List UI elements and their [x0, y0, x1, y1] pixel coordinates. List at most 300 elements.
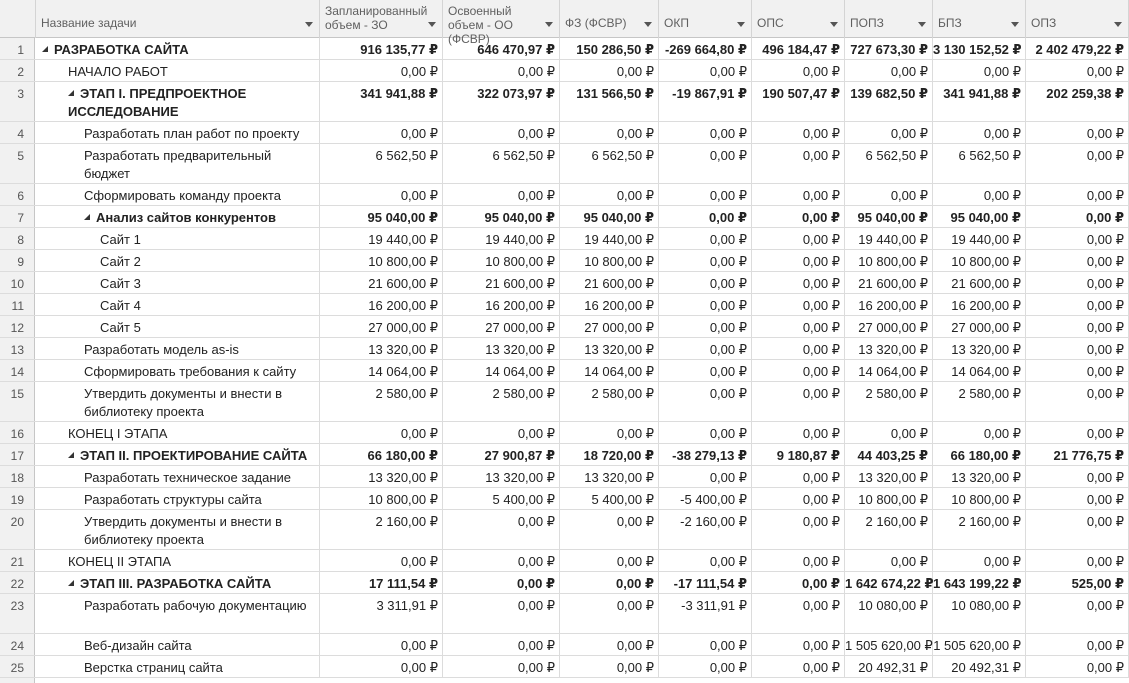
value-cell-opz[interactable]: 0,00 ₽ [1026, 272, 1129, 293]
value-cell-opz[interactable]: 0,00 ₽ [1026, 122, 1129, 143]
value-cell-zo[interactable]: 2 580,00 ₽ [320, 382, 443, 421]
column-header-popz[interactable] [845, 0, 933, 38]
value-cell-bpz[interactable]: 10 800,00 ₽ [933, 250, 1026, 271]
row-number[interactable]: 15 [0, 382, 35, 421]
value-cell-oo[interactable]: 0,00 ₽ [443, 60, 560, 81]
task-name-cell[interactable] [36, 510, 320, 549]
task-name-cell[interactable] [36, 488, 320, 509]
column-header-zo[interactable] [320, 0, 443, 38]
value-cell-oo[interactable]: 95 040,00 ₽ [443, 206, 560, 227]
value-cell-opz[interactable]: 525,00 ₽ [1026, 572, 1129, 593]
value-cell-okp[interactable]: 0,00 ₽ [659, 250, 752, 271]
collapse-triangle-icon[interactable] [68, 580, 74, 586]
task-name-cell[interactable] [36, 338, 320, 359]
table-row[interactable] [0, 444, 1129, 466]
value-cell-fz[interactable]: 0,00 ₽ [560, 572, 659, 593]
table-row[interactable] [0, 60, 1129, 82]
value-cell-fz[interactable]: 0,00 ₽ [560, 422, 659, 443]
value-cell-fz[interactable]: 5 400,00 ₽ [560, 488, 659, 509]
value-cell-popz[interactable]: 19 440,00 ₽ [845, 228, 933, 249]
collapse-triangle-icon[interactable] [68, 90, 74, 96]
row-number[interactable]: 11 [0, 294, 35, 315]
value-cell-okp[interactable]: -38 279,13 ₽ [659, 444, 752, 465]
value-cell-zo[interactable]: 17 111,54 ₽ [320, 572, 443, 593]
value-cell-ops[interactable]: 190 507,47 ₽ [752, 82, 845, 121]
value-cell-popz[interactable]: 0,00 ₽ [845, 122, 933, 143]
value-cell-opz[interactable]: 0,00 ₽ [1026, 594, 1129, 633]
value-cell-ops[interactable]: 0,00 ₽ [752, 594, 845, 633]
table-row[interactable] [0, 144, 1129, 184]
column-header-opz[interactable] [1026, 0, 1129, 38]
row-number[interactable]: 9 [0, 250, 35, 271]
value-cell-zo[interactable]: 0,00 ₽ [320, 184, 443, 205]
value-cell-fz[interactable]: 21 600,00 ₽ [560, 272, 659, 293]
filter-dropdown-icon[interactable] [918, 22, 926, 27]
value-cell-okp[interactable]: 0,00 ₽ [659, 316, 752, 337]
value-cell-ops[interactable]: 0,00 ₽ [752, 272, 845, 293]
table-row[interactable] [0, 82, 1129, 122]
collapse-triangle-icon[interactable] [42, 46, 48, 52]
value-cell-oo[interactable]: 13 320,00 ₽ [443, 466, 560, 487]
value-cell-opz[interactable]: 0,00 ₽ [1026, 360, 1129, 381]
filter-dropdown-icon[interactable] [1114, 22, 1122, 27]
value-cell-popz[interactable]: 13 320,00 ₽ [845, 466, 933, 487]
task-name-cell[interactable] [36, 550, 320, 571]
row-number[interactable]: 5 [0, 144, 35, 183]
task-name-cell[interactable] [36, 228, 320, 249]
task-name-cell[interactable] [36, 82, 320, 121]
value-cell-oo[interactable]: 10 800,00 ₽ [443, 250, 560, 271]
task-name-cell[interactable] [36, 656, 320, 677]
value-cell-popz[interactable]: 10 800,00 ₽ [845, 488, 933, 509]
row-number[interactable]: 24 [0, 634, 35, 655]
table-row[interactable] [0, 634, 1129, 656]
value-cell-fz[interactable]: 0,00 ₽ [560, 60, 659, 81]
task-name-cell[interactable] [36, 572, 320, 593]
value-cell-okp[interactable]: -17 111,54 ₽ [659, 572, 752, 593]
value-cell-ops[interactable]: 0,00 ₽ [752, 550, 845, 571]
value-cell-fz[interactable]: 16 200,00 ₽ [560, 294, 659, 315]
value-cell-bpz[interactable]: 66 180,00 ₽ [933, 444, 1026, 465]
value-cell-popz[interactable]: 95 040,00 ₽ [845, 206, 933, 227]
value-cell-okp[interactable]: 0,00 ₽ [659, 144, 752, 183]
value-cell-okp[interactable]: -269 664,80 ₽ [659, 38, 752, 59]
value-cell-ops[interactable]: 0,00 ₽ [752, 382, 845, 421]
value-cell-zo[interactable]: 0,00 ₽ [320, 656, 443, 677]
row-number[interactable]: 21 [0, 550, 35, 571]
value-cell-opz[interactable]: 0,00 ₽ [1026, 206, 1129, 227]
value-cell-oo[interactable]: 0,00 ₽ [443, 594, 560, 633]
value-cell-opz[interactable]: 21 776,75 ₽ [1026, 444, 1129, 465]
value-cell-ops[interactable]: 0,00 ₽ [752, 338, 845, 359]
column-header-bpz[interactable] [933, 0, 1026, 38]
value-cell-okp[interactable]: 0,00 ₽ [659, 294, 752, 315]
value-cell-zo[interactable]: 0,00 ₽ [320, 60, 443, 81]
value-cell-bpz[interactable]: 0,00 ₽ [933, 184, 1026, 205]
value-cell-opz[interactable]: 0,00 ₽ [1026, 656, 1129, 677]
value-cell-okp[interactable]: -5 400,00 ₽ [659, 488, 752, 509]
value-cell-bpz[interactable]: 2 580,00 ₽ [933, 382, 1026, 421]
value-cell-zo[interactable]: 2 160,00 ₽ [320, 510, 443, 549]
column-header-fz[interactable] [560, 0, 659, 38]
table-row[interactable] [0, 550, 1129, 572]
task-name-cell[interactable] [36, 60, 320, 81]
value-cell-ops[interactable]: 0,00 ₽ [752, 360, 845, 381]
value-cell-okp[interactable]: 0,00 ₽ [659, 122, 752, 143]
value-cell-fz[interactable]: 6 562,50 ₽ [560, 144, 659, 183]
value-cell-opz[interactable]: 0,00 ₽ [1026, 634, 1129, 655]
value-cell-popz[interactable]: 44 403,25 ₽ [845, 444, 933, 465]
value-cell-ops[interactable]: 0,00 ₽ [752, 184, 845, 205]
value-cell-popz[interactable]: 27 000,00 ₽ [845, 316, 933, 337]
value-cell-popz[interactable]: 1 642 674,22 ₽ [845, 572, 933, 593]
value-cell-zo[interactable]: 13 320,00 ₽ [320, 338, 443, 359]
value-cell-zo[interactable]: 3 311,91 ₽ [320, 594, 443, 633]
value-cell-zo[interactable]: 16 200,00 ₽ [320, 294, 443, 315]
row-number[interactable]: 2 [0, 60, 35, 81]
row-number[interactable]: 3 [0, 82, 35, 121]
value-cell-okp[interactable]: -19 867,91 ₽ [659, 82, 752, 121]
value-cell-fz[interactable]: 0,00 ₽ [560, 510, 659, 549]
value-cell-okp[interactable]: 0,00 ₽ [659, 60, 752, 81]
filter-dropdown-icon[interactable] [305, 22, 313, 27]
value-cell-zo[interactable]: 95 040,00 ₽ [320, 206, 443, 227]
value-cell-opz[interactable]: 0,00 ₽ [1026, 184, 1129, 205]
column-header-name[interactable] [36, 0, 320, 38]
table-row[interactable] [0, 360, 1129, 382]
value-cell-zo[interactable]: 0,00 ₽ [320, 422, 443, 443]
value-cell-popz[interactable]: 0,00 ₽ [845, 422, 933, 443]
value-cell-popz[interactable]: 21 600,00 ₽ [845, 272, 933, 293]
value-cell-zo[interactable]: 341 941,88 ₽ [320, 82, 443, 121]
value-cell-ops[interactable]: 0,00 ₽ [752, 510, 845, 549]
table-row[interactable] [0, 316, 1129, 338]
value-cell-bpz[interactable]: 95 040,00 ₽ [933, 206, 1026, 227]
value-cell-zo[interactable]: 0,00 ₽ [320, 634, 443, 655]
table-row[interactable] [0, 184, 1129, 206]
value-cell-popz[interactable]: 0,00 ₽ [845, 550, 933, 571]
value-cell-oo[interactable]: 0,00 ₽ [443, 634, 560, 655]
table-row[interactable] [0, 250, 1129, 272]
value-cell-bpz[interactable]: 3 130 152,52 ₽ [933, 38, 1026, 59]
row-number[interactable]: 18 [0, 466, 35, 487]
value-cell-popz[interactable]: 13 320,00 ₽ [845, 338, 933, 359]
value-cell-bpz[interactable]: 20 492,31 ₽ [933, 656, 1026, 677]
value-cell-oo[interactable]: 646 470,97 ₽ [443, 38, 560, 59]
column-header-oo[interactable] [443, 0, 560, 46]
value-cell-popz[interactable]: 10 800,00 ₽ [845, 250, 933, 271]
value-cell-fz[interactable]: 19 440,00 ₽ [560, 228, 659, 249]
row-number[interactable]: 22 [0, 572, 35, 593]
value-cell-opz[interactable]: 0,00 ₽ [1026, 488, 1129, 509]
select-all-corner[interactable] [0, 0, 36, 38]
value-cell-opz[interactable]: 0,00 ₽ [1026, 144, 1129, 183]
value-cell-zo[interactable]: 0,00 ₽ [320, 550, 443, 571]
task-name-cell[interactable] [36, 634, 320, 655]
value-cell-zo[interactable]: 916 135,77 ₽ [320, 38, 443, 59]
value-cell-okp[interactable]: 0,00 ₽ [659, 184, 752, 205]
value-cell-ops[interactable]: 0,00 ₽ [752, 122, 845, 143]
filter-dropdown-icon[interactable] [545, 22, 553, 27]
filter-dropdown-icon[interactable] [737, 22, 745, 27]
task-name-cell[interactable] [36, 294, 320, 315]
task-name-cell[interactable] [36, 272, 320, 293]
value-cell-ops[interactable]: 0,00 ₽ [752, 250, 845, 271]
value-cell-fz[interactable]: 0,00 ₽ [560, 634, 659, 655]
value-cell-opz[interactable]: 0,00 ₽ [1026, 422, 1129, 443]
row-number[interactable]: 6 [0, 184, 35, 205]
table-row[interactable] [0, 294, 1129, 316]
task-name: Сайт 5 [100, 320, 141, 335]
value-cell-ops[interactable]: 0,00 ₽ [752, 60, 845, 81]
value-cell-fz[interactable]: 27 000,00 ₽ [560, 316, 659, 337]
value-cell-popz[interactable]: 16 200,00 ₽ [845, 294, 933, 315]
table-row[interactable] [0, 228, 1129, 250]
value-cell-okp[interactable]: 0,00 ₽ [659, 550, 752, 571]
value-cell-oo[interactable]: 5 400,00 ₽ [443, 488, 560, 509]
table-row[interactable] [0, 572, 1129, 594]
task-name-cell[interactable] [36, 422, 320, 443]
value-cell-popz[interactable]: 14 064,00 ₽ [845, 360, 933, 381]
value-cell-ops[interactable]: 496 184,47 ₽ [752, 38, 845, 59]
task-name-cell[interactable] [36, 316, 320, 337]
value-cell-ops[interactable]: 0,00 ₽ [752, 144, 845, 183]
task-name-cell[interactable] [36, 122, 320, 143]
value-cell-ops[interactable]: 0,00 ₽ [752, 206, 845, 227]
table-row[interactable] [0, 382, 1129, 422]
value-cell-opz[interactable]: 0,00 ₽ [1026, 466, 1129, 487]
value-cell-popz[interactable]: 6 562,50 ₽ [845, 144, 933, 183]
value-cell-oo[interactable]: 0,00 ₽ [443, 550, 560, 571]
value-cell-fz[interactable]: 0,00 ₽ [560, 122, 659, 143]
value-cell-fz[interactable]: 18 720,00 ₽ [560, 444, 659, 465]
value-cell-ops[interactable]: 9 180,87 ₽ [752, 444, 845, 465]
value-cell-okp[interactable]: 0,00 ₽ [659, 360, 752, 381]
value-cell-bpz[interactable]: 1 643 199,22 ₽ [933, 572, 1026, 593]
value-cell-oo[interactable]: 0,00 ₽ [443, 122, 560, 143]
collapse-triangle-icon[interactable] [84, 214, 90, 220]
value-cell-opz[interactable]: 0,00 ₽ [1026, 60, 1129, 81]
value-cell-okp[interactable]: 0,00 ₽ [659, 228, 752, 249]
value-cell-bpz[interactable]: 10 800,00 ₽ [933, 488, 1026, 509]
value-cell-oo[interactable]: 0,00 ₽ [443, 656, 560, 677]
value-cell-okp[interactable]: 0,00 ₽ [659, 382, 752, 421]
table-row[interactable] [0, 38, 1129, 60]
value-cell-okp[interactable]: 0,00 ₽ [659, 656, 752, 677]
task-name-cell[interactable] [36, 206, 320, 227]
value-cell-fz[interactable]: 150 286,50 ₽ [560, 38, 659, 59]
value-cell-oo[interactable]: 0,00 ₽ [443, 184, 560, 205]
value-cell-fz[interactable]: 13 320,00 ₽ [560, 466, 659, 487]
value-cell-popz[interactable]: 727 673,30 ₽ [845, 38, 933, 59]
value-cell-bpz[interactable]: 13 320,00 ₽ [933, 466, 1026, 487]
row-number[interactable]: 20 [0, 510, 35, 549]
row-number[interactable]: 14 [0, 360, 35, 381]
value-cell-ops[interactable]: 0,00 ₽ [752, 466, 845, 487]
row-number[interactable]: 25 [0, 656, 35, 677]
value-cell-okp[interactable]: 0,00 ₽ [659, 422, 752, 443]
task-name-cell[interactable] [36, 444, 320, 465]
value-cell-fz[interactable]: 0,00 ₽ [560, 550, 659, 571]
value-cell-zo[interactable]: 6 562,50 ₽ [320, 144, 443, 183]
task-name-cell[interactable] [36, 360, 320, 381]
value-cell-bpz[interactable]: 6 562,50 ₽ [933, 144, 1026, 183]
filter-dropdown-icon[interactable] [1011, 22, 1019, 27]
value-cell-bpz[interactable]: 0,00 ₽ [933, 550, 1026, 571]
task-name-cell[interactable] [36, 382, 320, 421]
value-cell-oo[interactable]: 0,00 ₽ [443, 422, 560, 443]
value-cell-oo[interactable]: 27 000,00 ₽ [443, 316, 560, 337]
value-cell-oo[interactable]: 21 600,00 ₽ [443, 272, 560, 293]
value-cell-fz[interactable]: 2 580,00 ₽ [560, 382, 659, 421]
value-cell-okp[interactable]: 0,00 ₽ [659, 272, 752, 293]
value-cell-opz[interactable]: 202 259,38 ₽ [1026, 82, 1129, 121]
value-cell-ops[interactable]: 0,00 ₽ [752, 294, 845, 315]
value-cell-zo[interactable]: 14 064,00 ₽ [320, 360, 443, 381]
value-cell-opz[interactable]: 0,00 ₽ [1026, 228, 1129, 249]
table-row[interactable] [0, 206, 1129, 228]
value-cell-ops[interactable]: 0,00 ₽ [752, 572, 845, 593]
row-number[interactable]: 13 [0, 338, 35, 359]
value-cell-opz[interactable]: 0,00 ₽ [1026, 294, 1129, 315]
value-cell-oo[interactable]: 16 200,00 ₽ [443, 294, 560, 315]
value-cell-oo[interactable]: 0,00 ₽ [443, 510, 560, 549]
row-number[interactable]: 7 [0, 206, 35, 227]
table-row[interactable] [0, 656, 1129, 678]
value-cell-zo[interactable]: 66 180,00 ₽ [320, 444, 443, 465]
value-cell-popz[interactable]: 20 492,31 ₽ [845, 656, 933, 677]
value-cell-ops[interactable]: 0,00 ₽ [752, 422, 845, 443]
value-cell-bpz[interactable]: 2 160,00 ₽ [933, 510, 1026, 549]
value-cell-fz[interactable]: 131 566,50 ₽ [560, 82, 659, 121]
value-cell-opz[interactable]: 0,00 ₽ [1026, 338, 1129, 359]
value-cell-ops[interactable]: 0,00 ₽ [752, 656, 845, 677]
value-cell-opz[interactable]: 0,00 ₽ [1026, 510, 1129, 549]
value-cell-popz[interactable]: 1 505 620,00 ₽ [845, 634, 933, 655]
task-name-cell[interactable] [36, 184, 320, 205]
value-cell-oo[interactable]: 6 562,50 ₽ [443, 144, 560, 183]
value-cell-fz[interactable]: 95 040,00 ₽ [560, 206, 659, 227]
value-cell-fz[interactable]: 14 064,00 ₽ [560, 360, 659, 381]
value-cell-popz[interactable]: 0,00 ₽ [845, 60, 933, 81]
value-cell-bpz[interactable]: 13 320,00 ₽ [933, 338, 1026, 359]
column-header-ops[interactable] [752, 0, 845, 38]
table-row[interactable] [0, 338, 1129, 360]
value-cell-zo[interactable]: 10 800,00 ₽ [320, 250, 443, 271]
value-cell-fz[interactable]: 10 800,00 ₽ [560, 250, 659, 271]
table-row[interactable] [0, 488, 1129, 510]
row-number[interactable]: 17 [0, 444, 35, 465]
value-cell-bpz[interactable]: 0,00 ₽ [933, 60, 1026, 81]
row-number[interactable]: 10 [0, 272, 35, 293]
value-cell-popz[interactable]: 2 160,00 ₽ [845, 510, 933, 549]
value-cell-bpz[interactable]: 341 941,88 ₽ [933, 82, 1026, 121]
table-row[interactable] [0, 510, 1129, 550]
value-cell-okp[interactable]: -3 311,91 ₽ [659, 594, 752, 633]
value-cell-popz[interactable]: 0,00 ₽ [845, 184, 933, 205]
value-cell-zo[interactable]: 10 800,00 ₽ [320, 488, 443, 509]
value-cell-zo[interactable]: 0,00 ₽ [320, 122, 443, 143]
table-row[interactable] [0, 594, 1129, 634]
value-cell-fz[interactable]: 0,00 ₽ [560, 594, 659, 633]
task-name-cell[interactable] [36, 144, 320, 183]
value-cell-bpz[interactable]: 1 505 620,00 ₽ [933, 634, 1026, 655]
value-cell-opz[interactable]: 2 402 479,22 ₽ [1026, 38, 1129, 59]
value-cell-bpz[interactable]: 21 600,00 ₽ [933, 272, 1026, 293]
table-row[interactable] [0, 122, 1129, 144]
row-number[interactable]: 8 [0, 228, 35, 249]
value-cell-bpz[interactable]: 0,00 ₽ [933, 122, 1026, 143]
filter-dropdown-icon[interactable] [428, 22, 436, 27]
value-cell-zo[interactable]: 19 440,00 ₽ [320, 228, 443, 249]
value-cell-oo[interactable]: 322 073,97 ₽ [443, 82, 560, 121]
task-name-cell[interactable] [36, 594, 320, 633]
value-cell-zo[interactable]: 13 320,00 ₽ [320, 466, 443, 487]
task-name-cell[interactable] [36, 250, 320, 271]
value-cell-bpz[interactable]: 14 064,00 ₽ [933, 360, 1026, 381]
table-row[interactable] [0, 422, 1129, 444]
value-cell-popz[interactable]: 2 580,00 ₽ [845, 382, 933, 421]
filter-dropdown-icon[interactable] [644, 22, 652, 27]
value-cell-bpz[interactable]: 16 200,00 ₽ [933, 294, 1026, 315]
row-number[interactable]: 12 [0, 316, 35, 337]
value-cell-okp[interactable]: 0,00 ₽ [659, 206, 752, 227]
value-cell-okp[interactable]: 0,00 ₽ [659, 338, 752, 359]
row-number[interactable]: 1 [0, 38, 35, 59]
table-row[interactable] [0, 272, 1129, 294]
value-cell-okp[interactable]: 0,00 ₽ [659, 634, 752, 655]
value-cell-okp[interactable]: -2 160,00 ₽ [659, 510, 752, 549]
value-cell-oo[interactable]: 13 320,00 ₽ [443, 338, 560, 359]
filter-dropdown-icon[interactable] [830, 22, 838, 27]
value-cell-ops[interactable]: 0,00 ₽ [752, 488, 845, 509]
value-cell-bpz[interactable]: 19 440,00 ₽ [933, 228, 1026, 249]
value-cell-oo[interactable]: 0,00 ₽ [443, 572, 560, 593]
value-cell-opz[interactable]: 0,00 ₽ [1026, 316, 1129, 337]
task-name-cell[interactable] [36, 466, 320, 487]
value-cell-bpz[interactable]: 0,00 ₽ [933, 422, 1026, 443]
value-cell-oo[interactable]: 19 440,00 ₽ [443, 228, 560, 249]
collapse-triangle-icon[interactable] [68, 452, 74, 458]
value-cell-bpz[interactable]: 27 000,00 ₽ [933, 316, 1026, 337]
value-cell-bpz[interactable]: 10 080,00 ₽ [933, 594, 1026, 633]
table-row[interactable] [0, 466, 1129, 488]
row-number[interactable]: 19 [0, 488, 35, 509]
value-cell-popz[interactable]: 139 682,50 ₽ [845, 82, 933, 121]
value-cell-fz[interactable]: 0,00 ₽ [560, 184, 659, 205]
value-cell-opz[interactable]: 0,00 ₽ [1026, 250, 1129, 271]
value-cell-zo[interactable]: 21 600,00 ₽ [320, 272, 443, 293]
value-cell-ops[interactable]: 0,00 ₽ [752, 316, 845, 337]
task-name-cell[interactable] [36, 38, 320, 59]
value-cell-zo[interactable]: 27 000,00 ₽ [320, 316, 443, 337]
value-cell-popz[interactable]: 10 080,00 ₽ [845, 594, 933, 633]
row-number[interactable]: 23 [0, 594, 35, 633]
value-cell-okp[interactable]: 0,00 ₽ [659, 466, 752, 487]
value-cell-oo[interactable]: 27 900,87 ₽ [443, 444, 560, 465]
value-cell-ops[interactable]: 0,00 ₽ [752, 634, 845, 655]
value-cell-oo[interactable]: 2 580,00 ₽ [443, 382, 560, 421]
value-cell-opz[interactable]: 0,00 ₽ [1026, 382, 1129, 421]
value-cell-fz[interactable]: 13 320,00 ₽ [560, 338, 659, 359]
value-cell-opz[interactable]: 0,00 ₽ [1026, 550, 1129, 571]
value-cell-fz[interactable]: 0,00 ₽ [560, 656, 659, 677]
column-header-okp[interactable] [659, 0, 752, 38]
value-cell-oo[interactable]: 14 064,00 ₽ [443, 360, 560, 381]
value-cell-ops[interactable]: 0,00 ₽ [752, 228, 845, 249]
row-number[interactable]: 16 [0, 422, 35, 443]
row-number[interactable]: 4 [0, 122, 35, 143]
